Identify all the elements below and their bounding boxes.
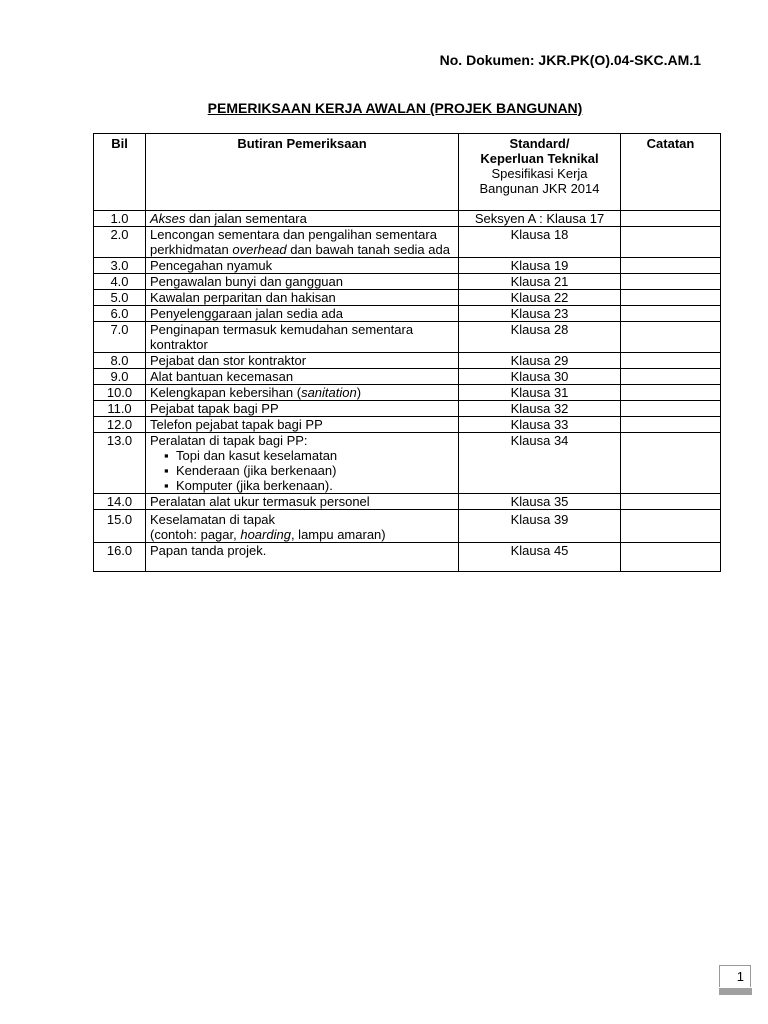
row-item [146, 227, 459, 258]
row-catatan [621, 353, 721, 369]
table-row [94, 353, 721, 369]
row-item-italic: overhead [232, 242, 287, 257]
row-item-italic: Akses [150, 211, 186, 226]
row-item-text: ) [356, 385, 362, 400]
row-bil: 11.0 [94, 401, 146, 417]
header-bil: Bil [94, 134, 146, 211]
row-item-italic: sanitation [301, 385, 357, 400]
page-number: 1 [719, 965, 751, 987]
row-item-text: , lampu amaran) [290, 527, 386, 542]
row-catatan [621, 369, 721, 385]
table-row [94, 385, 721, 401]
row-standard: Seksyen A : Klausa 17 [459, 211, 621, 227]
header-catatan: Catatan [621, 134, 721, 211]
table-row [94, 510, 721, 543]
row-catatan [621, 494, 721, 510]
table-row [94, 306, 721, 322]
row-item: Kawalan perparitan dan hakisan [146, 290, 459, 306]
row-bil: 12.0 [94, 417, 146, 433]
row-catatan [621, 211, 721, 227]
row-catatan [621, 227, 721, 258]
row-item [146, 211, 459, 227]
table-row [94, 543, 721, 572]
row-item: Peralatan alat ukur termasuk personel [146, 494, 459, 510]
row-item-text: dan jalan sementara [185, 211, 307, 226]
row-standard: Klausa 34 [459, 433, 621, 494]
table-row [94, 494, 721, 510]
row-item: Alat bantuan kecemasan [146, 369, 459, 385]
row-bil: 15.0 [94, 510, 146, 543]
table-header-row [94, 134, 721, 211]
header-standard-line1: Standard/ [509, 136, 570, 151]
row-standard: Klausa 31 [459, 385, 621, 401]
row-bil: 2.0 [94, 227, 146, 258]
row-catatan [621, 274, 721, 290]
table-row [94, 369, 721, 385]
row-catatan [621, 258, 721, 274]
table-row [94, 401, 721, 417]
row-catatan [621, 385, 721, 401]
row-bil: 9.0 [94, 369, 146, 385]
table-row [94, 290, 721, 306]
header-standard-sub1: Spesifikasi Kerja [491, 166, 588, 181]
table-row [94, 274, 721, 290]
row-standard: Klausa 45 [459, 543, 621, 572]
equipment-sublist [150, 448, 454, 493]
table-row [94, 227, 721, 258]
row-bil: 6.0 [94, 306, 146, 322]
row-bil: 3.0 [94, 258, 146, 274]
row-item-text: (contoh: pagar, [150, 527, 241, 542]
row-item: Telefon pejabat tapak bagi PP [146, 417, 459, 433]
row-item: Papan tanda projek. [146, 543, 459, 572]
row-standard: Klausa 35 [459, 494, 621, 510]
row-item-text: Kelengkapan kebersihan ( [150, 385, 302, 400]
table-row [94, 211, 721, 227]
header-standard-line2: Keperluan Teknikal [480, 151, 599, 166]
row-item-text: Keselamatan di tapak [150, 512, 276, 527]
row-bil: 4.0 [94, 274, 146, 290]
row-catatan [621, 290, 721, 306]
row-catatan [621, 433, 721, 494]
row-catatan [621, 543, 721, 572]
row-standard: Klausa 21 [459, 274, 621, 290]
row-item: Pengawalan bunyi dan gangguan [146, 274, 459, 290]
row-standard: Klausa 29 [459, 353, 621, 369]
row-bil: 13.0 [94, 433, 146, 494]
row-catatan [621, 510, 721, 543]
row-catatan [621, 322, 721, 353]
page-number-bar [719, 988, 752, 995]
row-standard: Klausa 23 [459, 306, 621, 322]
row-item [146, 433, 459, 494]
header-butiran: Butiran Pemeriksaan [146, 134, 459, 211]
row-item-text: Peralatan di tapak bagi PP: [150, 433, 308, 448]
header-standard [459, 134, 621, 211]
row-standard: Klausa 39 [459, 510, 621, 543]
row-item: Pejabat dan stor kontraktor [146, 353, 459, 369]
row-item-text: Lencongan sementara dan pengalihan sementara perkhidmatan [150, 227, 437, 257]
row-bil: 7.0 [94, 322, 146, 353]
row-standard: Klausa 28 [459, 322, 621, 353]
page-title: PEMERIKSAAN KERJA AWALAN (PROJEK BANGUNAN) [207, 100, 583, 116]
row-standard: Klausa 22 [459, 290, 621, 306]
row-catatan [621, 306, 721, 322]
list-item: ▪ Topi dan kasut keselamatan [164, 448, 454, 463]
row-item: Pejabat tapak bagi PP [146, 401, 459, 417]
list-item: ▪ Kenderaan (jika berkenaan) [164, 463, 454, 478]
row-standard: Klausa 32 [459, 401, 621, 417]
row-bil: 1.0 [94, 211, 146, 227]
row-item [146, 510, 459, 543]
row-standard: Klausa 30 [459, 369, 621, 385]
table-row [94, 258, 721, 274]
row-item [146, 385, 459, 401]
table-row [94, 433, 721, 494]
document-number: No. Dokumen: JKR.PK(O).04-SKC.AM.1 [439, 52, 701, 68]
list-item: ▪ Komputer (jika berkenaan). [164, 478, 454, 493]
row-item: Penyelenggaraan jalan sedia ada [146, 306, 459, 322]
row-standard: Klausa 19 [459, 258, 621, 274]
row-item: Pencegahan nyamuk [146, 258, 459, 274]
row-bil: 16.0 [94, 543, 146, 572]
row-catatan [621, 417, 721, 433]
row-catatan [621, 401, 721, 417]
inspection-table [93, 133, 721, 572]
row-bil: 5.0 [94, 290, 146, 306]
row-standard: Klausa 33 [459, 417, 621, 433]
header-standard-sub2: Bangunan JKR 2014 [479, 181, 600, 196]
table-row [94, 417, 721, 433]
row-item-text: dan bawah tanah sedia ada [286, 242, 450, 257]
row-bil: 14.0 [94, 494, 146, 510]
row-bil: 10.0 [94, 385, 146, 401]
row-standard: Klausa 18 [459, 227, 621, 258]
row-item: Penginapan termasuk kemudahan sementara kontraktor [146, 322, 459, 353]
row-item-italic: hoarding [240, 527, 291, 542]
row-bil: 8.0 [94, 353, 146, 369]
table-row [94, 322, 721, 353]
